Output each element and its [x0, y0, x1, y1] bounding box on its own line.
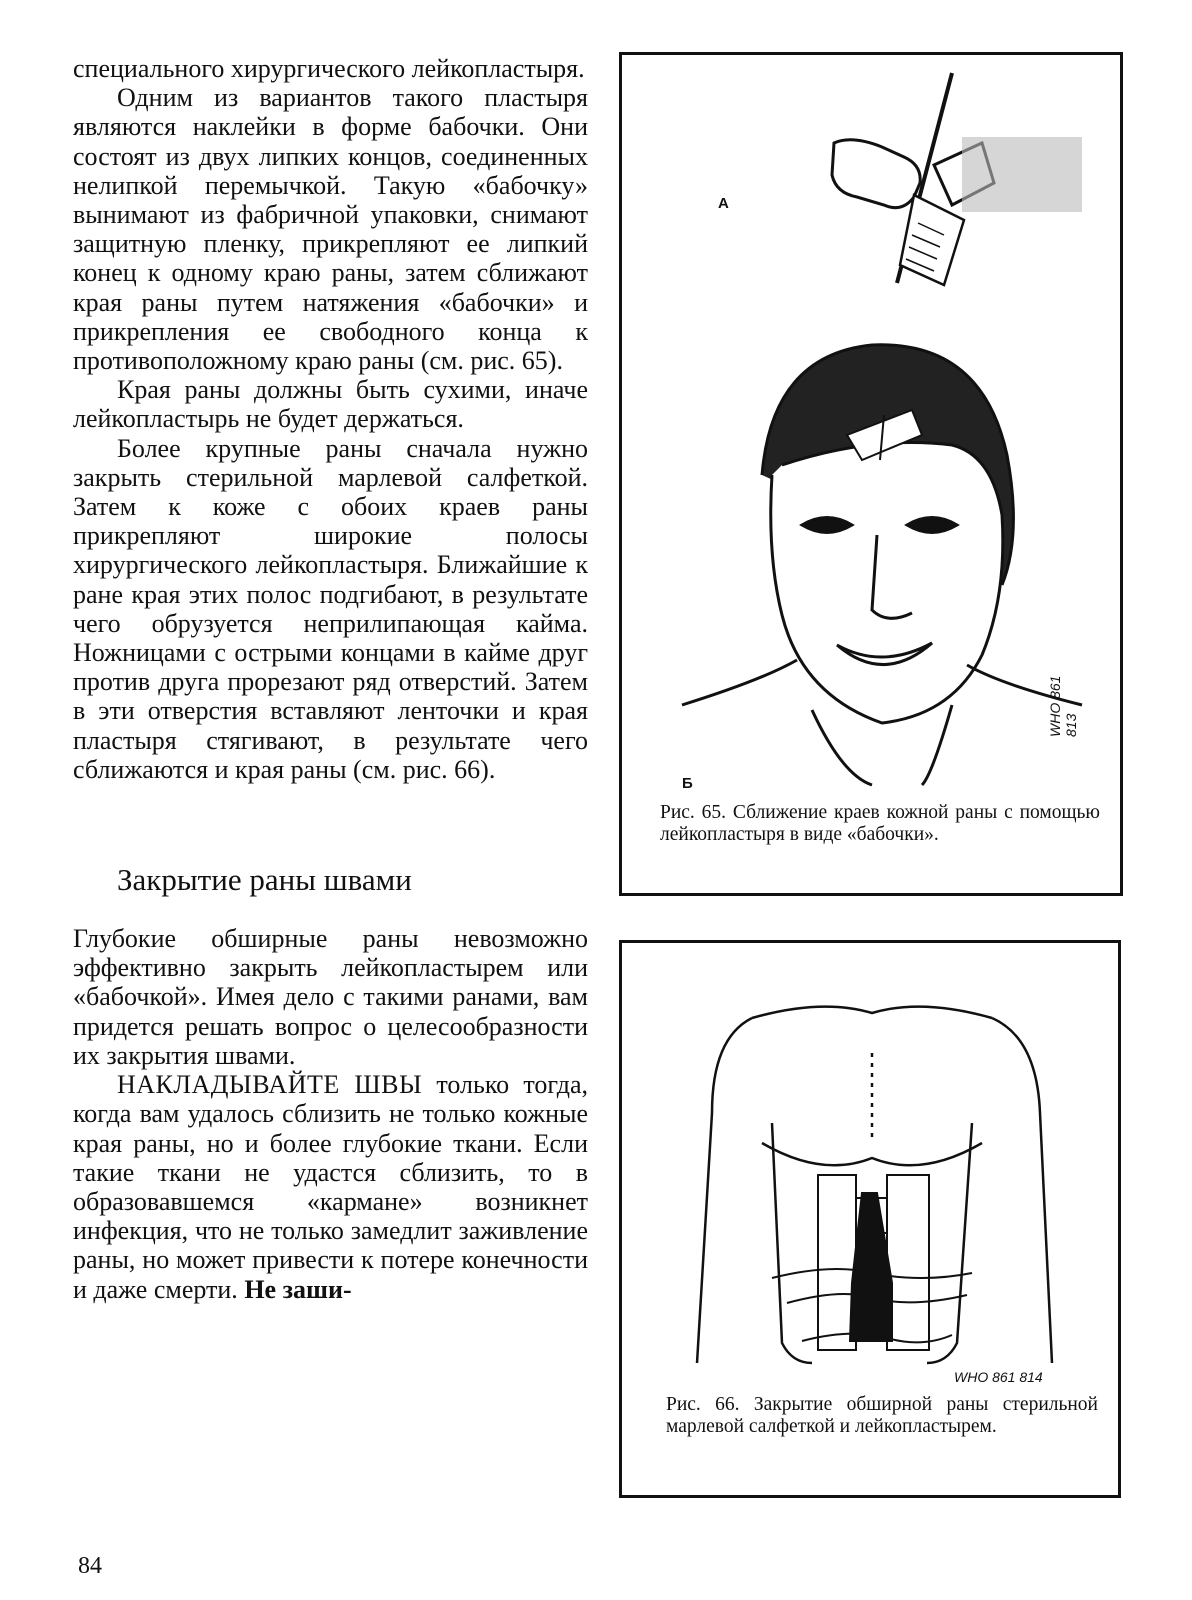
figure-65-illustration: [622, 55, 1120, 893]
plaster-dressing-drawing: [772, 1175, 972, 1350]
figure-65: [619, 52, 1123, 896]
paragraph-butterfly: Одним из вариантов такого пластыря являются наклейки в форме бабочки. Они состоят из двух липких концов, соединенных нелипкой перемычкой. Такую «бабочку» вынимают из фабричной упаковки, снимают защитную пленку, прикрепляют ее липкий конец к одному краю раны, затем сближают края раны путем натяжения «бабочки» и прикрепления ее свободного конца к противоположному краю раны (см. рис. 65).: [73, 83, 588, 376]
figure-65-caption: Рис. 65. Сближение краев кожной раны с помощью лейкопластыря в виде «бабочки».: [660, 802, 1100, 845]
panel-label-b: Б: [682, 775, 693, 792]
paragraph-continuation: специального хирургического лейкопластыря.: [73, 54, 585, 83]
face-drawing: [682, 345, 1082, 785]
section-heading: Закрытие раны швами: [117, 862, 412, 898]
panel-label-a: А: [718, 195, 729, 212]
figure-65-code: WHO 861 813: [1047, 675, 1079, 737]
emphasis-bold: Не заши-: [244, 1274, 352, 1304]
figure-66-caption: Рис. 66. Закрытие обширной раны стерильной марлевой салфеткой и лейкопластырем.: [666, 1394, 1098, 1437]
figure-66-code: WHO 861 814: [954, 1369, 1043, 1385]
paragraph-sutures: [73, 1070, 588, 1304]
paragraph-large-wounds: Более крупные раны сначала нужно закрыть стерильной марлевой салфеткой. Затем к коже с обоих краев раны прикрепляют широкие полосы хирургического лейкопластыря. Ближайшие к ране края этих полос подгибают, в результате чего обрузуется неприлипающая кайма. Ножницами с острыми концами в кайме друг против друга прорезают ряд отверстий. Затем в эти отверстия вставляют ленточки и края пластыря стягивают, в результате чего сближаются и края раны (см. рис. 66).: [73, 433, 588, 784]
protective-film-drawing: [962, 137, 1082, 212]
paragraph-deep-wounds: Глубокие обширные раны невозможно эффективно закрыть лейкопластырем или «бабочкой». Имея дело с такими ранами, вам придется решать вопрос о целесообразности их закрытия швами.: [73, 924, 588, 1070]
page-number: 84: [78, 1553, 102, 1579]
main-text-column: [73, 54, 588, 1304]
emphasis-caps: НАКЛАДЫВАЙТЕ ШВЫ: [117, 1070, 423, 1100]
paragraph-sutures-text: только тогда, когда вам удалось сблизить не только кожные края раны, но и более глубокие ткани. Если такие ткани не удастся сблизить, то в образовавшемся «кармане» возникнет инфекция, что не только замедлит заживление раны, но может привести к потере конечности и даже смерти.: [73, 1070, 588, 1304]
figure-66: [619, 940, 1121, 1498]
paragraph-dry-edges: Края раны должны быть сухими, иначе лейкопластырь не будет держаться.: [73, 375, 588, 434]
